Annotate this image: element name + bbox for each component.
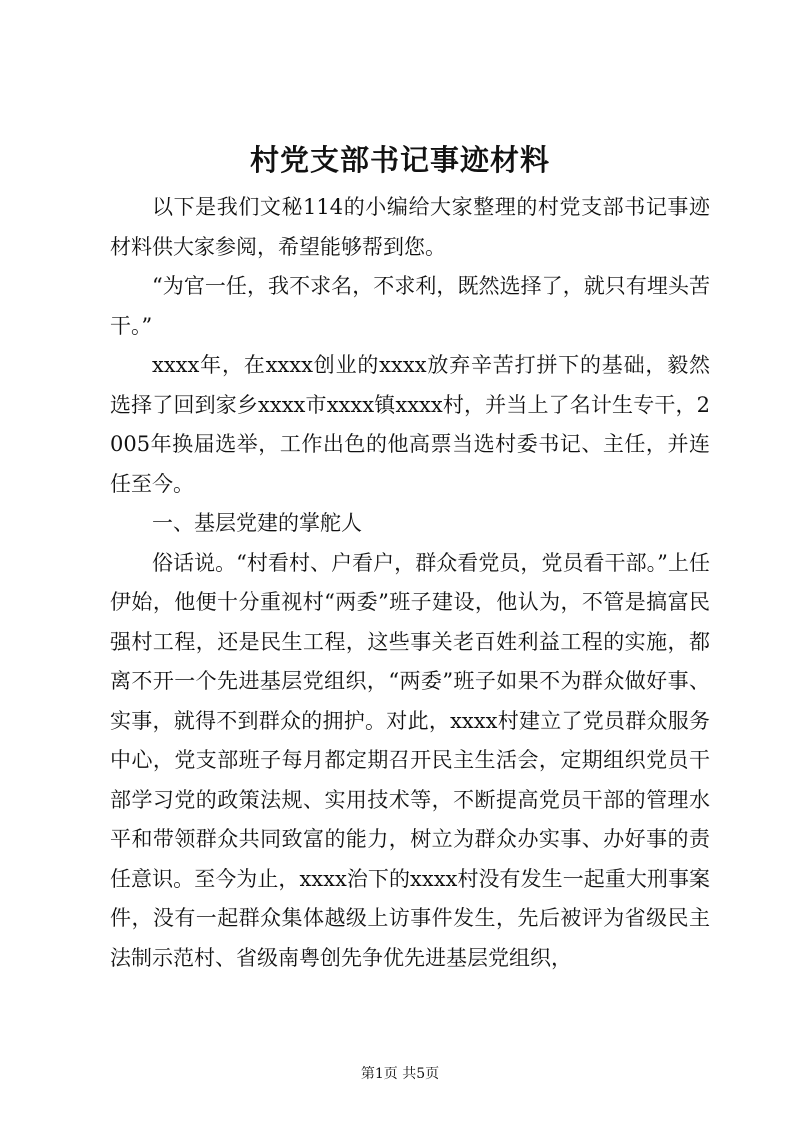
paragraph-quote: “为官一任，我不求名，不求利，既然选择了，就只有埋头苦干。” <box>110 274 710 338</box>
paragraph-background: xxxx年，在xxxx创业的xxxx放弃辛苦打拼下的基础，毅然选择了回到家乡xxxx市xxxx镇xxxx村，并当上了名计生专干，2005年换届选举，工作出色的他高票当选村委书记、主任，并连任至今。 <box>110 353 710 496</box>
section-heading-1: 一、基层党建的掌舵人 <box>152 511 362 535</box>
paragraph-intro: 以下是我们文秘114的小编给大家整理的村党支部书记事迹材料供大家参阅，希望能够帮到您。 <box>110 195 710 259</box>
paragraph-party-building: 俗话说。“村看村、户看户，群众看党员，党员看干部。”上任伊始，他便十分重视村“两委”班子建设，他认为，不管是搞富民强村工程，还是民生工程，这些事关老百姓利益工程的实施，都离不开一个先进基层党组织，“两委”班子如果不为群众做好事、实事，就得不到群众的拥护。对此，xxxx村建立了党员群众服务中心，党支部班子每月都定期召开民主生活会，定期组织党员干部学习党的政策法规、实用技术等，不断提高党员干部的管理水平和带领群众共同致富的能力，树立为群众办实事、办好事的责任意识。至今为止，xxxx治下的xxxx村没有发生一起重大刑事案件，没有一起群众集体越级上访事件发生，先后被评为省级民主法制示范村、省级南粤创先争优先进基层党组织， <box>110 550 710 970</box>
document-title: 村党支部书记事迹材料 <box>249 143 550 177</box>
document-body <box>110 188 710 978</box>
page-footer: 第1页 共5页 <box>360 1066 440 1082</box>
